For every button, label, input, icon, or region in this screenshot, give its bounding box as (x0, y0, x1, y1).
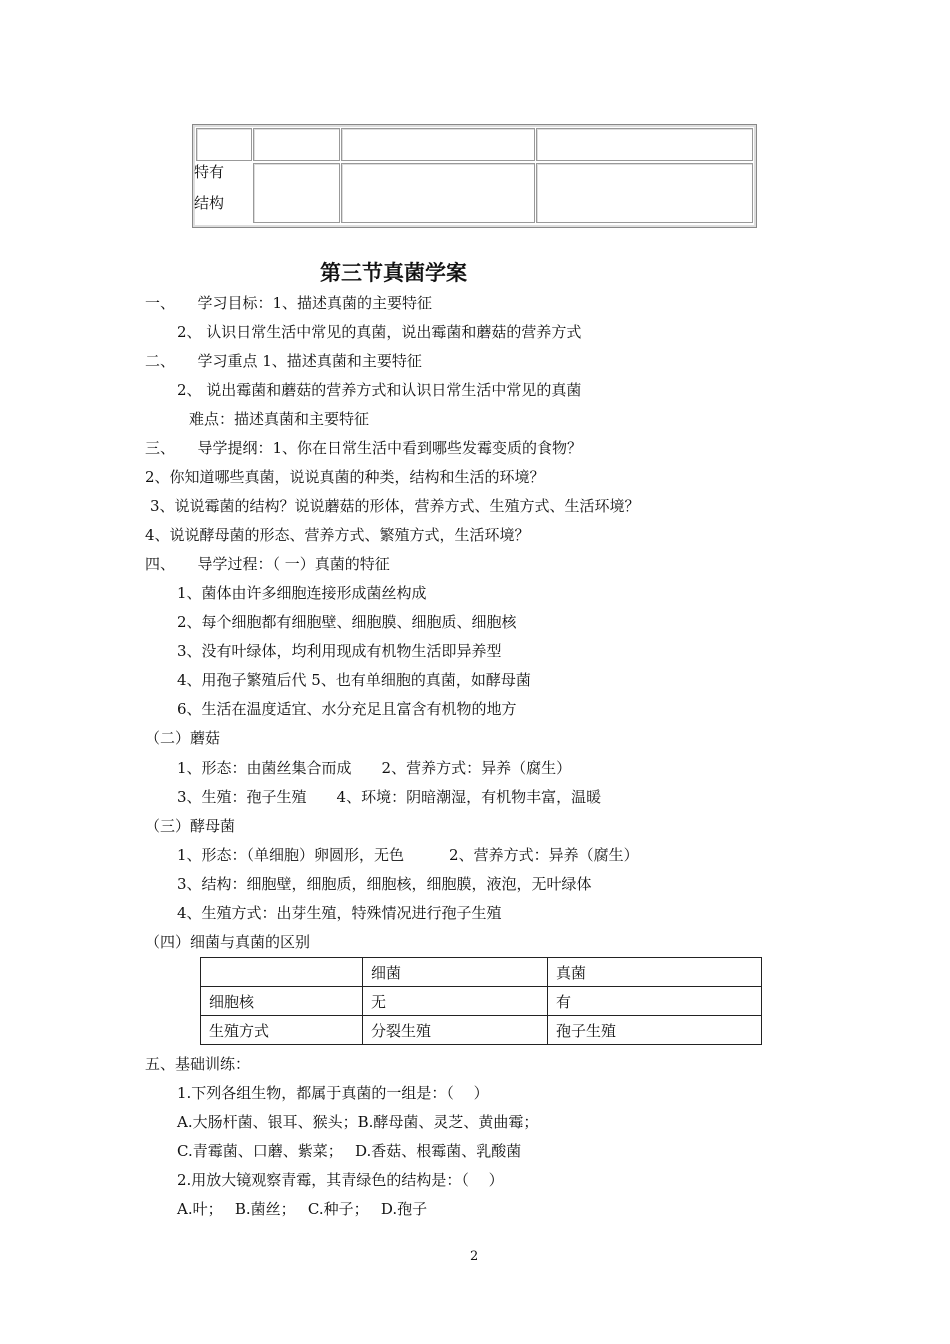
comparison-table (200, 957, 762, 1045)
row-label: 特有 (194, 163, 225, 181)
text-line: 一、 学习目标：1、描述真菌的主要特征 (145, 294, 433, 312)
text-line: 二、 学习重点 1、描述真菌和主要特征 (145, 352, 422, 370)
text-line: 6、生活在温度适宜、水分充足且富含有机物的地方 (177, 700, 517, 718)
text-line: （四）细菌与真菌的区别 (145, 933, 311, 951)
text-line: 1、形态：由菌丝集合而成 2、营养方式：异养（腐生） (177, 759, 572, 777)
text-line: 3、结构：细胞壁，细胞质，细胞核，细胞膜，液泡，无叶绿体 (177, 875, 592, 893)
text-line: 五、基础训练： (145, 1055, 251, 1073)
text-line: 2、你知道哪些真菌，说说真菌的种类，结构和生活的环境？ (145, 468, 545, 486)
table-cell (536, 163, 753, 223)
text-line: A.叶； B.菌丝； C.种子； D.孢子 (177, 1200, 428, 1218)
text-line: 三、 导学提纲：1、你在日常生活中看到哪些发霉变质的食物？ (145, 439, 583, 457)
text-line: 1、菌体由许多细胞连接形成菌丝构成 (177, 584, 427, 602)
table-cell (253, 163, 340, 223)
page-number: 2 (470, 1249, 479, 1264)
text-line: A.大肠杆菌、银耳、猴头；B.酵母菌、灵芝、黄曲霉； (177, 1113, 539, 1131)
table-row (201, 1016, 762, 1045)
table-cell (341, 163, 535, 223)
text-line: 1.下列各组生物，都属于真菌的一组是：（ ） (177, 1084, 489, 1102)
table-cell: 有 (548, 987, 762, 1016)
text-line: （二）蘑菇 (145, 729, 221, 747)
text-line: 2、 说出霉菌和蘑菇的营养方式和认识日常生活中常见的真菌 (177, 381, 582, 399)
text-line: 1、形态：（单细胞）卵圆形，无色 2、营养方式：异养（腐生） (177, 846, 639, 864)
text-line: 四、 导学过程：（ 一）真菌的特征 (145, 555, 390, 573)
table-cell: 无 (363, 987, 548, 1016)
text-line: 3、说说霉菌的结构？说说蘑菇的形体，营养方式、生殖方式、生活环境？ (150, 497, 640, 515)
table-row (201, 958, 762, 987)
text-line: 4、生殖方式：出芽生殖，特殊情况进行孢子生殖 (177, 904, 502, 922)
table-cell (341, 128, 535, 161)
table-cell: 细菌 (363, 958, 548, 987)
text-line: 2.用放大镜观察青霉，其青绿色的结构是：（ ） (177, 1171, 504, 1189)
table-cell: 真菌 (548, 958, 762, 987)
text-line: 4、说说酵母菌的形态、营养方式、繁殖方式，生活环境？ (145, 526, 530, 544)
table-cell: 分裂生殖 (363, 1016, 548, 1045)
text-line: 难点：描述真菌和主要特征 (189, 410, 370, 428)
top-table (192, 124, 757, 228)
table-cell (536, 128, 753, 161)
text-line: 3、生殖：孢子生殖 4、环境：阴暗潮湿，有机物丰富，温暖 (177, 788, 602, 806)
text-line: 3、没有叶绿体，均利用现成有机物生活即异养型 (177, 642, 502, 660)
table-cell: 生殖方式 (201, 1016, 363, 1045)
text-line: 2、 认识日常生活中常见的真菌，说出霉菌和蘑菇的营养方式 (177, 323, 582, 341)
table-row (201, 987, 762, 1016)
text-line: （三）酵母菌 (145, 817, 236, 835)
text-line: 4、用孢子繁殖后代 5、也有单细胞的真菌，如酵母菌 (177, 671, 531, 689)
text-line: 2、每个细胞都有细胞壁、细胞膜、细胞质、细胞核 (177, 613, 517, 631)
text-line: C.青霉菌、口蘑、紫菜； D.香菇、根霉菌、乳酸菌 (177, 1142, 522, 1160)
table-cell (253, 128, 340, 161)
table-cell: 细胞核 (201, 987, 363, 1016)
table-cell (196, 128, 252, 161)
row-label: 结构 (194, 194, 225, 212)
table-cell (201, 958, 363, 987)
page-title: 第三节真菌学案 (320, 261, 467, 285)
table-cell: 孢子生殖 (548, 1016, 762, 1045)
